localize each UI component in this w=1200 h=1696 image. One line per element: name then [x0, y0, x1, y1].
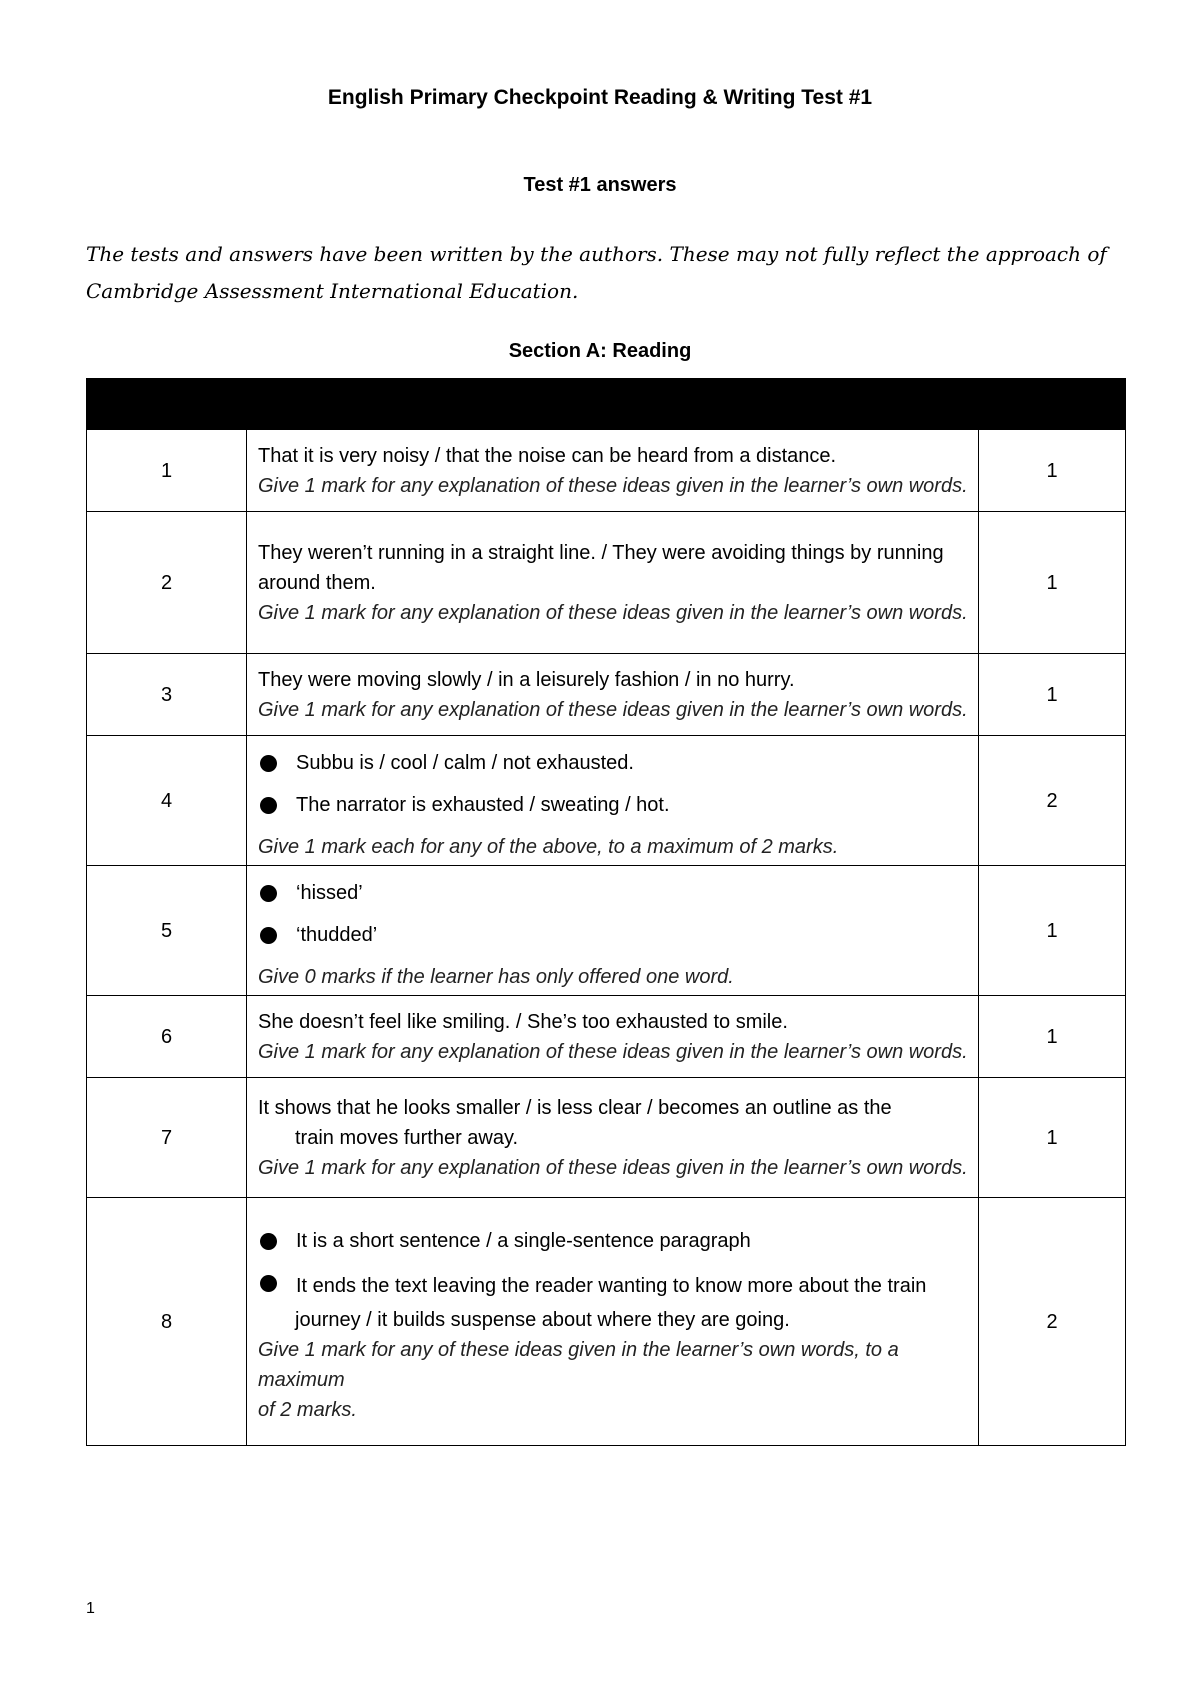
answer-cell — [247, 866, 979, 996]
bullet-icon — [260, 797, 277, 814]
marks-value: 1 — [979, 654, 1126, 736]
marks-value: 2 — [979, 736, 1126, 866]
marking-note: Give 1 mark for any explanation of these ideas given in the learner’s own words. — [258, 474, 968, 497]
document-subtitle: Test #1 answers — [523, 174, 677, 196]
bullet-item — [258, 1226, 968, 1256]
marking-note: Give 1 mark for any explanation of these ideas given in the learner’s own words. — [258, 1040, 968, 1063]
bullet-item — [258, 920, 968, 950]
marking-note: Give 1 mark each for any of the above, to a maximum of 2 marks. — [258, 835, 839, 858]
answer-cell — [247, 430, 979, 512]
marks-value: 1 — [979, 1078, 1126, 1198]
question-number: 3 — [87, 654, 247, 736]
header-cell-marks — [979, 379, 1126, 430]
disclaimer-text: The tests and answers have been written by the authors. These may not fully reflect the approach of Cambridge Assessment International Education. — [86, 242, 1107, 303]
table-row — [87, 654, 1126, 736]
answer-cell — [247, 736, 979, 866]
bullet-icon — [260, 1233, 277, 1250]
bullet-icon — [260, 885, 277, 902]
bullet-text: It is a short sentence / a single-sentence paragraph — [296, 1230, 751, 1252]
question-number: 7 — [87, 1078, 247, 1198]
answer-cell — [247, 654, 979, 736]
answer-line: They were moving slowly / in a leisurely fashion / in no hurry. — [258, 668, 795, 691]
table-row — [87, 866, 1126, 996]
header-cell-question — [87, 379, 247, 430]
marking-note: of 2 marks. — [258, 1399, 357, 1421]
table-header-row — [87, 379, 1126, 430]
question-number: 5 — [87, 866, 247, 996]
question-number: 2 — [87, 512, 247, 654]
marks-value: 2 — [979, 1198, 1126, 1446]
section-title: Section A: Reading — [508, 340, 692, 362]
bullet-text: The narrator is exhausted / sweating / hot. — [296, 793, 670, 816]
question-number: 6 — [87, 996, 247, 1078]
bullet-icon — [260, 1275, 277, 1292]
table-row — [87, 512, 1126, 654]
question-number: 8 — [87, 1198, 247, 1446]
marking-note: Give 1 mark for any explanation of these ideas given in the learner’s own words. — [258, 1156, 968, 1179]
marking-note: Give 1 mark for any explanation of these ideas given in the learner’s own words. — [258, 698, 968, 721]
marks-value: 1 — [979, 866, 1126, 996]
page-number: 1 — [86, 1600, 95, 1617]
table-row — [87, 996, 1126, 1078]
bullet-text: ‘thudded’ — [296, 923, 378, 946]
answer-line: She doesn’t feel like smiling. / She’s too exhausted to smile. — [258, 1010, 788, 1033]
bullet-text: It ends the text leaving the reader wanting to know more about the train — [296, 1275, 927, 1297]
answer-line: They weren’t running in a straight line. / They were avoiding things by running — [258, 541, 944, 564]
question-number: 1 — [87, 430, 247, 512]
bullet-text: ‘hissed’ — [296, 881, 363, 904]
bullet-icon — [260, 927, 277, 944]
answer-line: journey / it builds suspense about where they are going. — [295, 1309, 790, 1331]
answer-cell — [247, 512, 979, 654]
marks-value: 1 — [979, 430, 1126, 512]
marks-value: 1 — [979, 512, 1126, 654]
bullet-icon — [260, 755, 277, 772]
marks-value: 1 — [979, 996, 1126, 1078]
answer-line: That it is very noisy / that the noise can be heard from a distance. — [258, 444, 837, 467]
bullet-item — [258, 1268, 968, 1305]
answer-line: It shows that he looks smaller / is less clear / becomes an outline as the — [258, 1096, 892, 1119]
table-row — [87, 1078, 1126, 1198]
answer-line: around them. — [258, 571, 376, 594]
table-row — [87, 1198, 1126, 1446]
bullet-item — [258, 878, 968, 908]
answer-cell — [247, 1078, 979, 1198]
bullet-item — [258, 748, 968, 778]
document-title: English Primary Checkpoint Reading & Writing Test #1 — [327, 86, 873, 109]
marking-note: Give 0 marks if the learner has only offered one word. — [258, 965, 734, 988]
answer-cell — [247, 996, 979, 1078]
table-row — [87, 430, 1126, 512]
bullet-item — [258, 790, 968, 820]
answer-cell — [247, 1198, 979, 1446]
answers-table — [86, 378, 1126, 1446]
bullet-text: Subbu is / cool / calm / not exhausted. — [296, 751, 634, 774]
marking-note: Give 1 mark for any of these ideas given in the learner’s own words, to a maximum — [258, 1339, 899, 1391]
answer-line: train moves further away. — [295, 1126, 519, 1149]
table-row — [87, 736, 1126, 866]
marking-note: Give 1 mark for any explanation of these ideas given in the learner’s own words. — [258, 601, 968, 624]
header-cell-answer — [247, 379, 979, 430]
question-number: 4 — [87, 736, 247, 866]
